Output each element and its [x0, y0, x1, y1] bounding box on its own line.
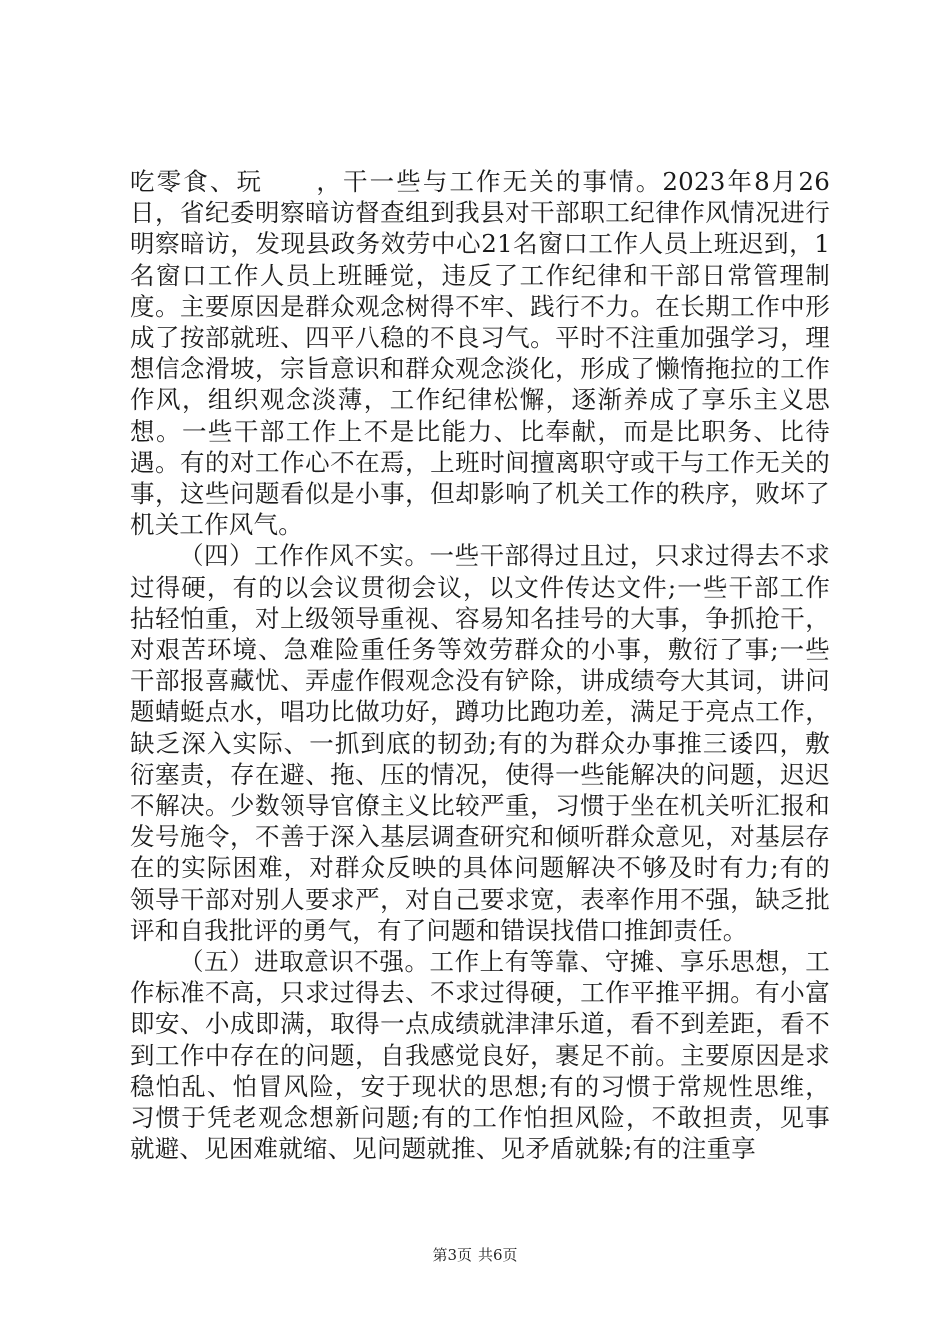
- page-number: 第3页: [432, 1246, 472, 1264]
- paragraph-section-4: （四）工作作风不实。一些干部得过且过，只求过得去不求过得硬，有的以会议贯彻会议，以文件传达文件;一些干部工作拈轻怕重，对上级领导重视、容易知名挂号的大事，争抓抢干，对艰苦环境、急难险重任务等效劳群众的小事，敷衍了事;一些干部报喜藏忧、弄虚作假观念没有铲除，讲成绩夸大其词，讲问题蜻蜓点水，唱功比做功好，蹲功比跑功差，满足于亮点工作，缺乏深入实际、一抓到底的韧劲;有的为群众办事推三诿四，敷衍塞责，存在避、拖、压的情况，使得一些能解决的问题，迟迟不解决。少数领导官僚主义比较严重，习惯于坐在机关听汇报和发号施令，不善于深入基层调查研究和倾听群众意见，对基层存在的实际困难，对群众反映的具体问题解决不够及时有力;有的领导干部对别人要求严，对自己要求宽，表率作用不强，缺乏批评和自我批评的勇气，有了问题和错误找借口推卸责任。: [130, 541, 830, 945]
- document-body: [130, 166, 830, 1165]
- page-footer: [0, 1245, 950, 1265]
- paragraph-continuation: 吃零食、玩 ，干一些与工作无关的事情。2023年8月26日，省纪委明察暗访督查组到我县对干部职工纪律作风情况进行明察暗访，发现县政务效劳中心21名窗口工作人员上班迟到，1名窗口工作人员上班睡觉，违反了工作纪律和干部日常管理制度。主要原因是群众观念树得不牢、践行不力。在长期工作中形成了按部就班、四平八稳的不良习气。平时不注重加强学习，理想信念滑坡，宗旨意识和群众观念淡化，形成了懒惰拖拉的工作作风，组织观念淡薄，工作纪律松懈，逐渐养成了享乐主义思想。一些干部工作上不是比能力、比奉献，而是比职务、比待遇。有的对工作心不在焉，上班时间擅离职守或干与工作无关的事，这些问题看似是小事，但却影响了机关工作的秩序，败坏了机关工作风气。: [130, 167, 830, 540]
- page-total: 共6页: [478, 1246, 518, 1264]
- paragraph-section-5: （五）进取意识不强。工作上有等靠、守摊、享乐思想，工作标准不高，只求过得去、不求过得硬，工作平推平拥。有小富即安、小成即满，取得一点成绩就津津乐道，看不到差距，看不到工作中存在的问题，自我感觉良好，裹足不前。主要原因是求稳怕乱、怕冒风险，安于现状的思想;有的习惯于常规性思维，习惯于凭老观念想新问题;有的工作怕担风险，不敢担责，见事就避、见困难就缩、见问题就推、见矛盾就躲;有的注重享: [130, 947, 830, 1164]
